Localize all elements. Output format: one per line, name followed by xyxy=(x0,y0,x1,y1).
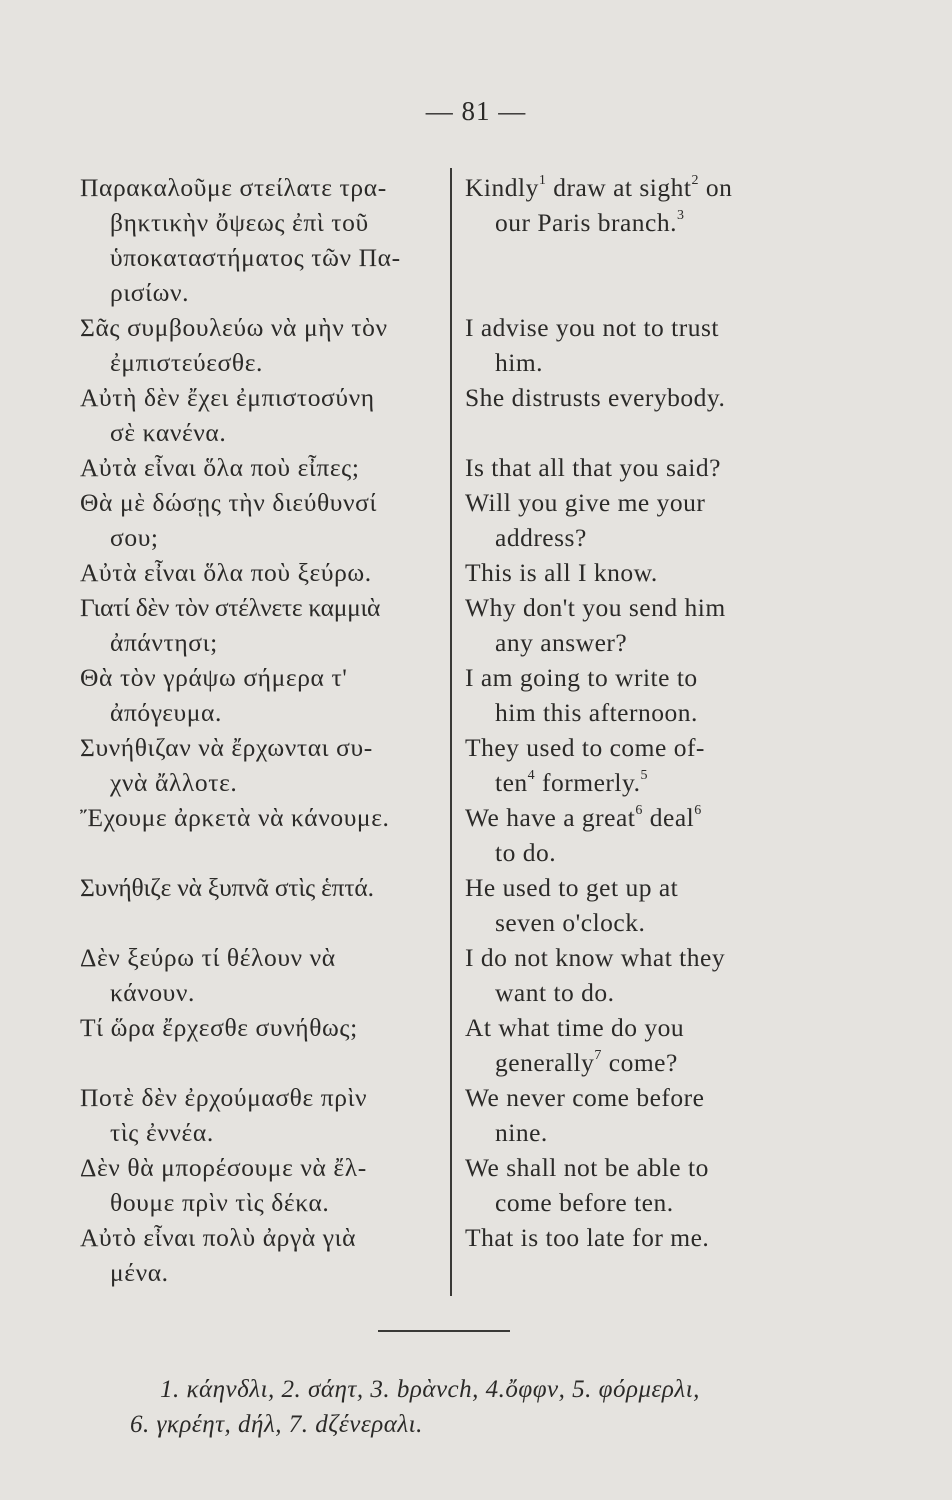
column-divider xyxy=(450,168,452,1296)
english-line: him. xyxy=(495,348,544,377)
english-line: Is that all that you said? xyxy=(465,453,721,482)
greek-line: ὑποκαταστήματος τῶν Πα- xyxy=(110,243,401,272)
page-number: — 81 — xyxy=(425,96,527,126)
english-line: We have a great$^6$ deal$^6$ xyxy=(465,803,702,832)
footnote-rule xyxy=(378,1330,510,1332)
greek-line: Συνήθιζαν νὰ ἔρχωνται συ- xyxy=(80,733,373,762)
english-line: our Paris branch.$^3$ xyxy=(495,208,685,237)
english-line: generally$^7$ come? xyxy=(495,1048,678,1077)
english-line: We never come before xyxy=(465,1083,705,1112)
greek-line: Θὰ τὸν γράψω σήμερα τ' xyxy=(80,663,348,692)
footnote-mark: 6 xyxy=(635,803,643,818)
greek-line: Αὐτὰ εἶναι ὅλα ποὺ ξεύρω. xyxy=(80,558,372,587)
english-line: He used to get up at xyxy=(465,873,679,902)
footnote-mark: 3 xyxy=(677,208,685,223)
greek-line: ἀπόγευμα. xyxy=(110,698,222,727)
greek-line: Αὐτὴ δὲν ἔχει ἐμπιστοσύνη xyxy=(80,383,375,412)
footnotes xyxy=(130,1372,810,1442)
greek-line: Σᾶς συμβουλεύω νὰ μὴν τὸν xyxy=(80,313,388,342)
greek-line: κάνουν. xyxy=(110,978,195,1007)
footnote-mark: 6 xyxy=(694,803,702,818)
greek-line: Τί ὥρα ἔρχεσθε συνήθως; xyxy=(80,1013,358,1042)
english-line: come before ten. xyxy=(495,1188,674,1217)
greek-column xyxy=(80,170,432,1290)
greek-line: ρισίων. xyxy=(110,278,190,307)
english-line: I am going to write to xyxy=(465,663,698,692)
english-line: Kindly$^1$ draw at sight$^2$ on xyxy=(465,173,733,202)
footnote-mark: 4 xyxy=(527,768,536,783)
english-line: to do. xyxy=(495,838,557,867)
greek-line: Ποτὲ δὲν ἐρχούμασθε πρὶν xyxy=(80,1083,368,1112)
english-line: She distrusts everybody. xyxy=(465,383,726,412)
greek-line: Συνήθιζε νὰ ξυπνᾶ στὶς ἑπτά. xyxy=(80,873,374,902)
english-line: seven o'clock. xyxy=(495,908,646,937)
greek-line: θουμε πρὶν τὶς δέκα. xyxy=(110,1188,330,1217)
greek-line: τὶς ἐννέα. xyxy=(110,1118,214,1147)
english-line: ten$^4$ formerly.$^5$ xyxy=(495,768,648,797)
greek-line: Δὲν θὰ μπορέσουμε νὰ ἔλ- xyxy=(80,1153,367,1182)
greek-line: χνὰ ἄλλοτε. xyxy=(110,768,238,797)
english-line: We shall not be able to xyxy=(465,1153,709,1182)
greek-line: Παρακαλοῦμε στείλατε τρα- xyxy=(80,173,387,202)
greek-line: βηκτικὴν ὄψεως ἐπὶ τοῦ xyxy=(110,208,369,237)
greek-line: Γιατί δὲν τὸν στέλνετε καμμιὰ xyxy=(80,593,381,622)
footnote-mark: 5 xyxy=(640,768,648,783)
english-line: address? xyxy=(495,523,587,552)
greek-line: σου; xyxy=(110,523,159,552)
footnote-line: 1. κάηνδλι, 2. σάητ, 3. bρὰνch, 4.ὄφφν, 5. φόρμερλι, xyxy=(160,1376,700,1403)
english-line: any answer? xyxy=(495,628,628,657)
greek-line: Αὐτὸ εἶναι πολὺ ἀργὰ γιὰ xyxy=(80,1223,357,1252)
english-line: I advise you not to trust xyxy=(465,313,720,342)
english-line: This is all I know. xyxy=(465,558,658,587)
english-column xyxy=(465,170,783,1255)
greek-line: σὲ κανένα. xyxy=(110,418,227,447)
greek-line: Δὲν ξεύρω τί θέλουν νὰ xyxy=(80,943,336,972)
footnote-mark: 2 xyxy=(691,173,699,188)
greek-line: ἐμπιστεύεσθε. xyxy=(110,348,263,377)
greek-line: μένα. xyxy=(110,1258,169,1287)
english-line: That is too late for me. xyxy=(465,1223,710,1252)
english-line: Will you give me your xyxy=(465,488,706,517)
greek-line: Ἔχουμε ἀρκετὰ νὰ κάνουμε. xyxy=(80,803,390,832)
greek-line: Θὰ μὲ δώσῃς τὴν διεύθυνσί xyxy=(80,488,377,517)
english-line: They used to come of- xyxy=(465,733,705,762)
footnote-mark: 1 xyxy=(538,173,547,188)
english-line: him this afternoon. xyxy=(495,698,698,727)
greek-line: ἀπάντησι; xyxy=(110,628,218,657)
english-line: At what time do you xyxy=(465,1013,685,1042)
english-line: nine. xyxy=(495,1118,548,1147)
footnote-line: 6. γκρέητ, dήλ, 7. dζένεραλι. xyxy=(130,1411,423,1438)
english-line: Why don't you send him xyxy=(465,593,726,622)
english-line: want to do. xyxy=(495,978,615,1007)
footnote-mark: 7 xyxy=(594,1048,602,1063)
greek-line: Αὐτὰ εἶναι ὅλα ποὺ εἶπες; xyxy=(80,453,360,482)
english-line: I do not know what they xyxy=(465,943,726,972)
